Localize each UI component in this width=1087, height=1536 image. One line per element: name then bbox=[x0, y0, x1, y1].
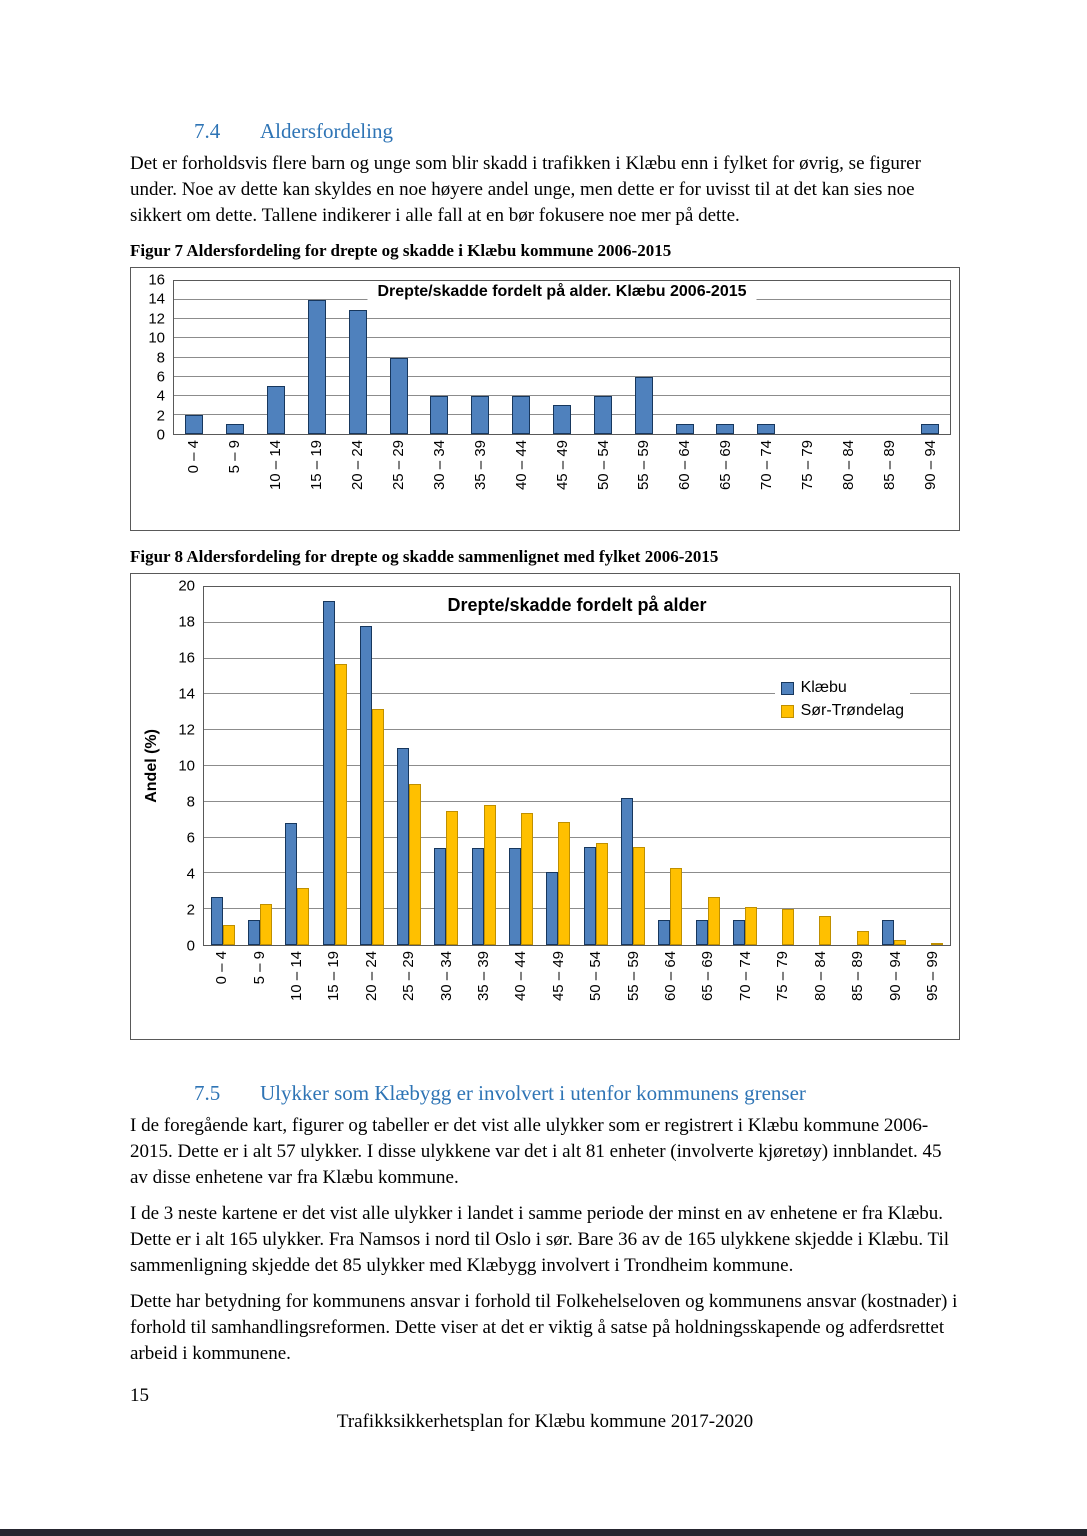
figure8-bars bbox=[204, 587, 950, 945]
y-tick-label: 18 bbox=[178, 613, 195, 631]
section-7-5-paragraph-3: Dette har betydning for kommunens ansvar i forhold til Folkehelseloven og kommunens ansvar (kostnader) i forhold til samhandlingsreformen. Dette viser at det er viktig å satse på holdningsskapende og adferdsrettet arbeid i kommunene. bbox=[130, 1291, 958, 1364]
x-tick-label: 95 – 99 bbox=[923, 951, 941, 1002]
figure8-y-axis bbox=[167, 577, 203, 955]
bar-group bbox=[868, 281, 909, 434]
bar-group bbox=[577, 587, 614, 945]
bar-group bbox=[279, 587, 316, 945]
bar-group bbox=[838, 587, 875, 945]
x-tick-label: 15 – 19 bbox=[307, 440, 325, 491]
legend-label: Sør-Trøndelag bbox=[800, 702, 904, 719]
bar bbox=[931, 943, 943, 945]
x-tick-label: 40 – 44 bbox=[512, 951, 530, 1002]
bar-group bbox=[419, 281, 460, 434]
bar-group bbox=[623, 281, 664, 434]
y-tick-label: 8 bbox=[186, 793, 195, 811]
bar bbox=[509, 848, 521, 945]
bar bbox=[676, 424, 694, 434]
bar-group bbox=[428, 587, 465, 945]
x-tick-label: 35 – 39 bbox=[475, 951, 493, 1002]
figure7-chart-title: Drepte/skadde fordelt på alder. Klæbu 2006-2015 bbox=[367, 283, 756, 301]
x-tick-label: 20 – 24 bbox=[348, 440, 366, 491]
bar bbox=[546, 872, 558, 945]
x-tick-label: 65 – 69 bbox=[699, 951, 717, 1002]
bar bbox=[349, 310, 367, 434]
figure8-legend bbox=[775, 672, 910, 727]
y-tick-label: 6 bbox=[186, 829, 195, 847]
y-tick-label: 10 bbox=[148, 329, 165, 347]
bar-group bbox=[828, 281, 869, 434]
section-number: 7.5 bbox=[194, 1081, 221, 1105]
bar bbox=[308, 300, 326, 434]
legend-swatch-icon bbox=[781, 682, 794, 695]
x-tick-label: 80 – 84 bbox=[811, 951, 829, 1002]
bar-group bbox=[746, 281, 787, 434]
bar bbox=[521, 813, 533, 945]
bar bbox=[512, 396, 530, 434]
bar bbox=[596, 843, 608, 945]
bar bbox=[323, 601, 335, 945]
bar bbox=[223, 925, 235, 945]
x-tick-label: 35 – 39 bbox=[471, 440, 489, 491]
section-7-5-paragraph-1: I de foregående kart, figurer og tabeller er det vist alle ulykker som er registrert i Klæbu kommune 2006-2015. Dette er i alt 57 ulykker. I disse ulykkene var det i alt 81 enheter (involverte kjøretøy) innblandet. 45 av disse enhetene var fra Klæbu kommune. bbox=[130, 1115, 942, 1188]
x-tick-label: 70 – 74 bbox=[758, 440, 776, 491]
bar bbox=[921, 424, 939, 434]
bar-group bbox=[582, 281, 623, 434]
x-tick-label: 45 – 49 bbox=[549, 951, 567, 1002]
bar-group bbox=[542, 281, 583, 434]
y-tick-label: 14 bbox=[148, 290, 165, 308]
bar bbox=[882, 920, 894, 945]
x-tick-label: 5 – 9 bbox=[250, 951, 268, 985]
bar-group bbox=[726, 587, 763, 945]
bar bbox=[696, 920, 708, 945]
bar-group bbox=[460, 281, 501, 434]
x-tick-label: 25 – 29 bbox=[389, 440, 407, 491]
bar bbox=[584, 847, 596, 945]
y-tick-label: 4 bbox=[186, 865, 195, 883]
section-title: Ulykker som Klæbygg er involvert i utenfor kommunens grenser bbox=[260, 1081, 806, 1105]
x-tick-label: 30 – 34 bbox=[437, 951, 455, 1002]
bar-group bbox=[297, 281, 338, 434]
x-tick-label: 65 – 69 bbox=[717, 440, 735, 491]
figure7-x-axis bbox=[173, 440, 951, 526]
bar-group bbox=[241, 587, 278, 945]
bar bbox=[397, 748, 409, 945]
bar bbox=[248, 920, 260, 945]
bar-group bbox=[540, 587, 577, 945]
bar bbox=[708, 897, 720, 945]
bar bbox=[267, 386, 285, 434]
x-tick-label: 75 – 79 bbox=[799, 440, 817, 491]
bar bbox=[857, 931, 869, 945]
x-tick-label: 10 – 14 bbox=[288, 951, 306, 1002]
bar bbox=[716, 424, 734, 434]
bar bbox=[635, 377, 653, 434]
bar bbox=[745, 907, 757, 945]
y-tick-label: 16 bbox=[148, 271, 165, 289]
document-footer: Trafikksikkerhetsplan for Klæbu kommune 2017-2020 bbox=[336, 1411, 754, 1432]
bar bbox=[484, 805, 496, 945]
bar-group bbox=[763, 587, 800, 945]
y-tick-label: 6 bbox=[156, 368, 165, 386]
x-tick-label: 85 – 89 bbox=[881, 440, 899, 491]
bar-group bbox=[316, 587, 353, 945]
bar bbox=[372, 709, 384, 945]
bar-group bbox=[909, 281, 950, 434]
section-7-4-paragraph: Det er forholdsvis flere barn og unge som blir skadd i trafikken i Klæbu enn i fylket for øvrig, se figurer under. Noe av dette kan skyldes en noe høyere andel unge, men dette er for uvisst til at det kan sies noe sikkert om dette. Tallene indikerer i alle fall at en bør fokusere noe mer på dette. bbox=[130, 153, 921, 226]
y-tick-label: 16 bbox=[178, 649, 195, 667]
x-tick-label: 25 – 29 bbox=[400, 951, 418, 1002]
x-tick-label: 0 – 4 bbox=[213, 951, 231, 985]
y-tick-label: 0 bbox=[186, 937, 195, 955]
bar bbox=[471, 396, 489, 434]
figure8-y-axis-title bbox=[137, 586, 167, 946]
bar bbox=[558, 822, 570, 946]
bar-group bbox=[204, 587, 241, 945]
x-tick-label: 0 – 4 bbox=[184, 440, 202, 474]
bar-group bbox=[353, 587, 390, 945]
bar-group bbox=[614, 587, 651, 945]
legend-item bbox=[781, 702, 904, 720]
bar bbox=[472, 848, 484, 945]
bar bbox=[285, 823, 297, 945]
bar-group bbox=[215, 281, 256, 434]
x-tick-label: 90 – 94 bbox=[886, 951, 904, 1002]
x-tick-label: 85 – 89 bbox=[849, 951, 867, 1002]
bar bbox=[633, 847, 645, 945]
bar bbox=[430, 396, 448, 434]
bar-group bbox=[502, 587, 539, 945]
x-tick-label: 75 – 79 bbox=[774, 951, 792, 1002]
x-tick-label: 30 – 34 bbox=[430, 440, 448, 491]
x-tick-label: 90 – 94 bbox=[922, 440, 940, 491]
legend-label: Klæbu bbox=[800, 679, 847, 696]
figure8-caption: Figur 8 Aldersfordeling for drepte og skadde sammenlignet med fylket 2006-2015 bbox=[130, 547, 719, 566]
figure8-x-axis bbox=[203, 951, 951, 1035]
bar-group bbox=[501, 281, 542, 434]
bar bbox=[733, 920, 745, 945]
bar bbox=[894, 940, 906, 945]
bar bbox=[757, 424, 775, 434]
y-tick-label: 12 bbox=[148, 310, 165, 328]
section-title: Aldersfordeling bbox=[260, 119, 393, 143]
x-tick-label: 5 – 9 bbox=[225, 440, 243, 474]
bar-group bbox=[913, 587, 950, 945]
bar bbox=[211, 897, 223, 945]
bar-group bbox=[689, 587, 726, 945]
bar-group bbox=[664, 281, 705, 434]
page-bottom-edge bbox=[0, 1529, 1087, 1536]
x-tick-label: 60 – 64 bbox=[662, 951, 680, 1002]
figure7-chart bbox=[130, 267, 960, 531]
section-number: 7.4 bbox=[194, 119, 221, 143]
x-tick-label: 40 – 44 bbox=[512, 440, 530, 491]
y-tick-label: 2 bbox=[186, 901, 195, 919]
x-tick-label: 15 – 19 bbox=[325, 951, 343, 1002]
x-tick-label: 20 – 24 bbox=[362, 951, 380, 1002]
bar-group bbox=[465, 587, 502, 945]
x-tick-label: 45 – 49 bbox=[553, 440, 571, 491]
legend-swatch-icon bbox=[781, 705, 794, 718]
bar-group bbox=[378, 281, 419, 434]
bar bbox=[409, 784, 421, 945]
figure8-chart bbox=[130, 573, 960, 1040]
x-tick-label: 70 – 74 bbox=[736, 951, 754, 1002]
bar-group bbox=[174, 281, 215, 434]
bar bbox=[390, 358, 408, 435]
y-tick-label: 0 bbox=[156, 426, 165, 444]
x-tick-label: 10 – 14 bbox=[266, 440, 284, 491]
legend-item bbox=[781, 679, 904, 697]
bar-group bbox=[875, 587, 912, 945]
bar bbox=[658, 920, 670, 945]
bar-group bbox=[787, 281, 828, 434]
bar-group bbox=[256, 281, 297, 434]
bar bbox=[434, 848, 446, 945]
bar-group bbox=[801, 587, 838, 945]
section-7-5-heading bbox=[130, 1080, 960, 1107]
y-tick-label: 2 bbox=[156, 407, 165, 425]
bar-group bbox=[652, 587, 689, 945]
x-tick-label: 50 – 54 bbox=[587, 951, 605, 1002]
figure7-y-axis bbox=[137, 271, 173, 444]
x-tick-label: 60 – 64 bbox=[676, 440, 694, 491]
figure8-plot-area bbox=[203, 586, 951, 946]
bar bbox=[297, 888, 309, 945]
bar bbox=[260, 904, 272, 945]
figure7-plot-area bbox=[173, 280, 951, 435]
section-7-5-paragraph-2: I de 3 neste kartene er det vist alle ulykker i landet i samme periode der minst en av enhetene er fra Klæbu. Dette er i alt 165 ulykker. Fra Namsos i nord til Oslo i sør. Bare 36 av de 165 ulykkene skjedde i Klæbu. Til sammenligning skjedde det 85 ulykker med Klæbygg involvert i Trondheim kommune. bbox=[130, 1203, 950, 1276]
page-number: 15 bbox=[130, 1385, 149, 1406]
bar bbox=[782, 909, 794, 945]
figure7-bars bbox=[174, 281, 950, 434]
bar-group bbox=[337, 281, 378, 434]
x-tick-label: 80 – 84 bbox=[840, 440, 858, 491]
bar bbox=[226, 424, 244, 434]
y-tick-label: 8 bbox=[156, 349, 165, 366]
x-tick-label: 55 – 59 bbox=[635, 440, 653, 491]
bar-group bbox=[390, 587, 427, 945]
section-7-4-heading bbox=[130, 118, 960, 145]
bar bbox=[621, 798, 633, 945]
y-tick-label: 4 bbox=[156, 387, 165, 405]
bar bbox=[360, 626, 372, 945]
figure7-caption: Figur 7 Aldersfordeling for drepte og skadde i Klæbu kommune 2006-2015 bbox=[130, 241, 672, 260]
bar bbox=[446, 811, 458, 945]
y-tick-label: 12 bbox=[178, 721, 195, 739]
bar bbox=[553, 405, 571, 434]
x-tick-label: 50 – 54 bbox=[594, 440, 612, 491]
bar bbox=[670, 868, 682, 945]
y-tick-label: 10 bbox=[178, 757, 195, 775]
x-tick-label: 55 – 59 bbox=[624, 951, 642, 1002]
y-axis-title-text: Andel (%) bbox=[143, 729, 160, 803]
y-tick-label: 14 bbox=[178, 685, 195, 703]
bar bbox=[594, 396, 612, 434]
bar-group bbox=[705, 281, 746, 434]
figure8-chart-title: Drepte/skadde fordelt på alder bbox=[437, 595, 716, 616]
y-tick-label: 20 bbox=[178, 577, 195, 595]
bar bbox=[335, 664, 347, 945]
bar bbox=[819, 916, 831, 945]
bar bbox=[185, 415, 203, 434]
